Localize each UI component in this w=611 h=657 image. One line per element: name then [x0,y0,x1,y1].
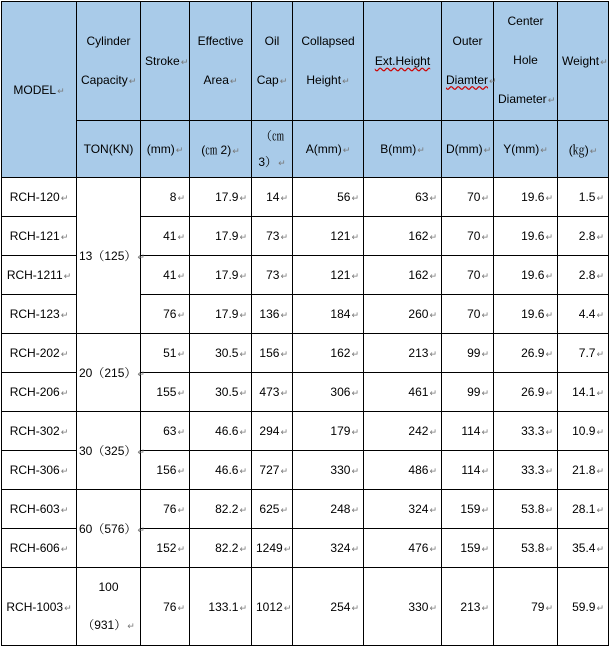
cell-center: 79↵ [494,568,558,646]
cell-model: RCH-603↵ [2,490,77,529]
cell-weight: 59.9↵ [558,568,609,646]
cell-collapsed: 254↵ [293,568,364,646]
unit-center-hole-diameter: Y(mm)↵ [494,121,558,178]
cell-model: RCH-306↵ [2,451,77,490]
cell-oil: 1249↵ [252,529,293,568]
unit-ext-height: B(mm)↵ [364,121,442,178]
cell-center: 19.6↵ [494,295,558,334]
cell-oil: 727↵ [252,451,293,490]
cell-center: 26.9↵ [494,334,558,373]
cell-stroke: 76↵ [141,295,190,334]
header-effective-area: Effective Area↵ [190,2,252,121]
cell-stroke: 152↵ [141,529,190,568]
cell-model: RCH-121↵ [2,217,77,256]
cell-ext: 461↵ [364,373,442,412]
cell-collapsed: 162↵ [293,334,364,373]
cell-outer: 70↵ [442,178,494,217]
cell-weight: 1.5↵ [558,178,609,217]
header-weight: Weight↵ [558,2,609,121]
cell-model: RCH-606↵ [2,529,77,568]
unit-weight: (㎏)↵ [558,121,609,178]
cell-ext: 213↵ [364,334,442,373]
cell-stroke: 51↵ [141,334,190,373]
cell-area: 82.2↵ [190,490,252,529]
cell-model: RCH-1003↵ [2,568,77,646]
cell-collapsed: 121↵ [293,256,364,295]
cell-area: 17.9↵ [190,217,252,256]
cell-capacity-group: 13（125）↵ [77,178,141,334]
cell-collapsed: 248↵ [293,490,364,529]
cell-center: 19.6↵ [494,178,558,217]
cell-ext: 324↵ [364,490,442,529]
header-outer-diameter: Outer Diamter↵ [442,2,494,121]
cell-model: RCH-123↵ [2,295,77,334]
cell-model: RCH-202↵ [2,334,77,373]
table-row [2,568,609,646]
cell-center: 33.3↵ [494,451,558,490]
header-center-hole-diameter: Center Hole Diameter↵ [494,2,558,121]
cell-capacity-group: 30（325）↵ [77,412,141,490]
cell-weight: 7.7↵ [558,334,609,373]
cell-oil: 14↵ [252,178,293,217]
cell-ext: 162↵ [364,256,442,295]
cell-collapsed: 184↵ [293,295,364,334]
cell-collapsed: 306↵ [293,373,364,412]
table-header [2,2,609,178]
unit-stroke: (mm)↵ [141,121,190,178]
cell-ext: 162↵ [364,217,442,256]
cell-center: 53.8↵ [494,529,558,568]
cell-oil: 136↵ [252,295,293,334]
cell-stroke: 41↵ [141,217,190,256]
cell-outer: 159↵ [442,529,494,568]
cell-area: 17.9↵ [190,178,252,217]
unit-collapsed-height: A(mm)↵ [293,121,364,178]
cell-ext: 260↵ [364,295,442,334]
cell-area: 46.6↵ [190,412,252,451]
header-ext-height: Ext.Height [364,2,442,121]
spec-table [1,1,609,646]
cell-outer: 213↵ [442,568,494,646]
cell-center: 26.9↵ [494,373,558,412]
cell-weight: 35.4↵ [558,529,609,568]
cell-stroke: 155↵ [141,373,190,412]
cell-capacity-group: 20（215）↵ [77,334,141,412]
cell-stroke: 63↵ [141,412,190,451]
cell-weight: 4.4↵ [558,295,609,334]
cell-model: RCH-302↵ [2,412,77,451]
header-model: MODEL↵ [2,2,77,178]
cell-oil: 73↵ [252,217,293,256]
cell-model: RCH-206↵ [2,373,77,412]
unit-cylinder-capacity: TON(KN) [77,121,141,178]
cell-stroke: 156↵ [141,451,190,490]
cell-outer: 99↵ [442,373,494,412]
cell-area: 30.5↵ [190,373,252,412]
cell-oil: 625↵ [252,490,293,529]
cell-outer: 114↵ [442,451,494,490]
cell-center: 19.6↵ [494,217,558,256]
cell-ext: 486↵ [364,451,442,490]
cell-outer: 70↵ [442,256,494,295]
table-row [2,178,609,217]
table-body [2,178,609,646]
cell-outer: 70↵ [442,295,494,334]
cell-oil: 473↵ [252,373,293,412]
cell-outer: 70↵ [442,217,494,256]
cell-center: 53.8↵ [494,490,558,529]
cell-collapsed: 179↵ [293,412,364,451]
cell-capacity-group: 60（576）↵ [77,490,141,568]
unit-outer-diameter: D(mm)↵ [442,121,494,178]
cell-area: 133.1↵ [190,568,252,646]
cell-stroke: 76↵ [141,568,190,646]
header-cylinder-capacity: Cylinder Capacity↵ [77,2,141,121]
cell-model: RCH-120↵ [2,178,77,217]
cell-stroke: 8↵ [141,178,190,217]
cell-center: 33.3↵ [494,412,558,451]
cell-area: 17.9↵ [190,256,252,295]
header-collapsed-height: Collapsed Height↵ [293,2,364,121]
header-oil-cap: Oil Cap↵ [252,2,293,121]
cell-area: 82.2↵ [190,529,252,568]
cell-weight: 28.1↵ [558,490,609,529]
cell-area: 46.6↵ [190,451,252,490]
cell-ext: 330↵ [364,568,442,646]
cell-ext: 63↵ [364,178,442,217]
cell-center: 19.6↵ [494,256,558,295]
cell-area: 30.5↵ [190,334,252,373]
unit-oil-cap: （㎝ 3）↵ [252,121,293,178]
cell-stroke: 41↵ [141,256,190,295]
cell-weight: 21.8↵ [558,451,609,490]
cell-oil: 1012↵ [252,568,293,646]
cell-weight: 10.9↵ [558,412,609,451]
cell-oil: 73↵ [252,256,293,295]
cell-ext: 476↵ [364,529,442,568]
cell-outer: 99↵ [442,334,494,373]
cell-outer: 159↵ [442,490,494,529]
cell-weight: 2.8↵ [558,217,609,256]
cell-collapsed: 330↵ [293,451,364,490]
unit-effective-area: (㎝ 2)↵ [190,121,252,178]
cell-ext: 242↵ [364,412,442,451]
table-row [2,412,609,451]
cell-area: 17.9↵ [190,295,252,334]
header-stroke: Stroke↵ [141,2,190,121]
cell-weight: 2.8↵ [558,256,609,295]
cell-oil: 156↵ [252,334,293,373]
cell-collapsed: 324↵ [293,529,364,568]
cell-collapsed: 121↵ [293,217,364,256]
cell-oil: 294↵ [252,412,293,451]
cell-model: RCH-1211↵ [2,256,77,295]
table-row [2,334,609,373]
cell-capacity-group: 100 （931）↵ [77,568,141,646]
cell-stroke: 76↵ [141,490,190,529]
cell-collapsed: 56↵ [293,178,364,217]
cell-weight: 14.1↵ [558,373,609,412]
cell-outer: 114↵ [442,412,494,451]
table-row [2,490,609,529]
